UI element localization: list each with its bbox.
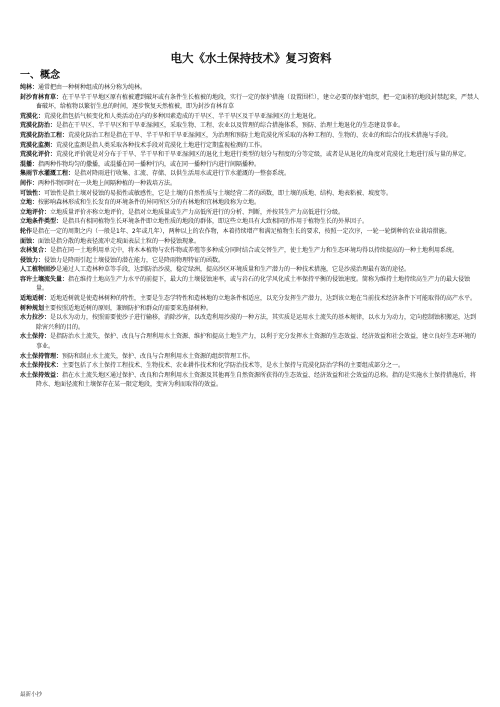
- definition-text: 按影响森林形成和生长发育的环境条件的异同所区分的有林地和宜林地段称为立地。: [38, 199, 261, 207]
- definition-entry: [20, 332, 482, 351]
- definition-text: 是通过人工造林种草等手段，达到防治沙漠，稳定绿洲，提高沙区环境质量和生产潜力的一种技术措施，它是沙漠治理最有效的途径。: [56, 266, 411, 274]
- definition-text: 可蚀性是指土壤对侵蚀的易损性或敏感性，它是土壤的自然性质与土壤经营二者的函数，即土壤的质地、结构、地表粘被、坡度等。: [44, 189, 393, 197]
- definition-text: 是指对降雨进行收集、汇流、存储、以供生活用水或进行节水灌溉的一整套系统。: [74, 170, 291, 178]
- definition-text: 预防和制止水土流失，保护、改良与合理利用水土资源的组织管理工作。: [62, 352, 255, 360]
- definition-text: 主要按照适地适树的原则，兼顾防护和群众的需要来选择树种。: [44, 304, 213, 312]
- definition-entry: [20, 160, 482, 170]
- definition-text: 通常把由一种树种组成的林分称为纯林。: [38, 84, 147, 91]
- definition-list: [20, 83, 482, 390]
- definition-term: 立地：: [20, 199, 39, 207]
- definition-term: 纯林：: [20, 84, 39, 91]
- definition-text: 是指在一定的周期之内（一般是1年、2年或几年），两种以上的农作物，本着持续增产和满足植物生长的要求，按照一定次序，一轮一轮倒种的农业栽培措施。: [32, 227, 451, 235]
- definition-term: 荒漠化监测：: [20, 141, 57, 149]
- definition-text: 是指在同一土地利用单元中，将木本植物与农作物或养殖等多种成分同时结合或交替生产，使土地生产力和生态环境均得以持续提高的一种土地利用系统。: [50, 247, 459, 255]
- definition-term: 适地适树：: [20, 295, 51, 303]
- definition-entry: [20, 246, 482, 256]
- definition-entry: [20, 83, 482, 93]
- definition-text: 荒漠化监测是指人类采取各种技术手段对荒漠化土地进行定期监视检测的工作。: [56, 141, 267, 149]
- page-footer: 最新小抄: [20, 692, 43, 698]
- definition-entry: [20, 227, 482, 237]
- definition-term: 荒漠化防治：: [20, 122, 57, 130]
- definition-term: 水土保持：: [20, 333, 51, 341]
- definition-term: 立地条件类型：: [20, 218, 63, 226]
- definition-text: 荒漠化评价就是对分布于干旱、半干旱和干旱亚湿润区的退化土地进行类型的划分与程度的分等定级，或者是从退化的角度对荒漠化土地进行质与量的界定。: [56, 151, 471, 159]
- definition-entry: [20, 189, 482, 199]
- definition-text: 两种作物同时在一块地上间隔种植的一种栽培方法。: [38, 179, 177, 187]
- definition-entry: [20, 198, 482, 208]
- definition-text: 面蚀是指分散的地表径流冲走坡面表层土粒的一种侵蚀现象。: [38, 237, 201, 245]
- definition-text: 适地适树就是使造林树种的特性，主要是生态学特性和造林地的立地条件相适应，以充分发挥生产潜力，达到该立地在当前技术经济条件下可能取得的高产水平。: [50, 295, 477, 303]
- definition-text: 立地质量评价亦称立地评价，是指对立地质量或生产力高低所进行的分析、判断，并按其生产力高低进行分级。: [50, 208, 345, 216]
- definition-term: 可蚀性：: [20, 189, 45, 197]
- definition-term: 水土保持技术：: [20, 362, 63, 370]
- definition-text: 主要包括了水土保持工程技术、生物技术、农业耕作技术和化学防治技术等，是水土保持与荒漠化防治学科的主要组成部分之一。: [62, 362, 405, 370]
- definition-entry: [20, 131, 482, 141]
- definition-entry: [20, 179, 482, 189]
- definition-term: 荒漠化评价：: [20, 151, 57, 159]
- definition-text: 是指具有相同植物生长环境条件即立地性质的地段的群体，即这些立地具有大致相同的作用于植物生长的外界因子。: [62, 218, 369, 226]
- definition-entry: [20, 121, 482, 131]
- definition-text: 荒漠化防治工程是指在干旱、半干旱和干旱亚湿润区，为治理和预防土地荒漠化所采取的各种工程的、生物的、农业的和综合的技术措施与手段。: [68, 131, 453, 139]
- definition-term: 间作：: [20, 179, 39, 187]
- definition-term: 侵蚀力：: [20, 256, 45, 264]
- definition-term: 封沙育林育草：: [20, 93, 63, 101]
- definition-entry: [20, 352, 482, 362]
- definition-term: 农林复合：: [20, 247, 51, 255]
- definition-term: 人工植物固沙: [20, 266, 57, 274]
- definition-entry: [20, 256, 482, 266]
- definition-entry: [20, 150, 482, 160]
- definition-entry: [20, 169, 482, 179]
- definition-text: 指在水土流失地区通过保护、改良和合理利用水土资源及其他再生自然资源所获得的生态效益、经济效益和社会效益的总称。指的是实施水土保持措施后，将降水、地面径流和土壤保存在某一限定地段，变害为利而取得的效益。: [36, 371, 477, 389]
- definition-entry: [20, 217, 482, 227]
- definition-term: 容许土壤流失量：: [20, 275, 69, 283]
- definition-term: 水土保持管理：: [20, 352, 63, 360]
- definition-text: 荒漠化指包括气候变化和人类活动在内的多种因素造成的干旱区、半干旱区及干旱亚湿润区的土地退化。: [44, 112, 321, 120]
- definition-text: 是指防治水土流失，保护、改良与合理利用水土资源、维护和提高土地生产力，以利于充分发挥水土资源的生态效益、经济效益和社会效益，建立良好生态环境的事业。: [36, 333, 477, 351]
- definition-entry: [20, 313, 482, 332]
- definition-entry: [20, 141, 482, 151]
- definition-text: 指两种作物均匀的撒播，或混播在同一播种行内，或在同一播种行内进行间隔播种。: [38, 160, 261, 168]
- definition-entry: [20, 208, 482, 218]
- definition-term: 树种规划: [20, 304, 45, 312]
- definition-entry: [20, 371, 482, 390]
- definition-term: 集雨节水灌溉工程：: [20, 170, 75, 178]
- definition-term: 混播：: [20, 160, 39, 168]
- definition-text: 指在维持土地高生产力水平的前提下，最大的土壤侵蚀速率，或与岩石的化学风化成土率保持平衡的侵蚀速度。简称为维持土地持续高生产力的最大侵蚀量。: [36, 275, 471, 293]
- definition-text: 在干旱半干旱地区原有植被遭到破坏或有条件生长植被的地段，实行一定的保护措施（设置围栏），建立必要的保护组织，把一定面积的地段封禁起来，严禁人畜破坏，给植物以繁衍生息的时间，逐步恢复天然植被，即为封沙育林育草: [36, 93, 480, 111]
- definition-term: 立地评价：: [20, 208, 51, 216]
- document-title: 电大《水土保持技术》复习资料: [170, 51, 332, 65]
- section-heading: 一、概念: [20, 70, 60, 81]
- definition-entry: [20, 275, 482, 294]
- definition-text: 侵蚀力是降雨引起土壤侵蚀的潜在能力，它是降雨物理特征的函数。: [44, 256, 225, 264]
- definition-entry: [20, 361, 482, 371]
- definition-text: 是指在干旱区、半干旱区和干旱亚湿润区，采取生物、工程、农业以及管理的综合措施体系，预防、治理土地退化的生态建设事业。: [56, 122, 405, 130]
- definition-term: 轮作: [20, 227, 33, 235]
- definition-term: 水力拉沙：: [20, 314, 51, 322]
- definition-entry: [20, 265, 482, 275]
- definition-term: 水土保持效益：: [20, 371, 63, 379]
- definition-term: 面蚀：: [20, 237, 39, 245]
- definition-entry: [20, 93, 482, 112]
- definition-term: 荒漠化防治工程：: [20, 131, 69, 139]
- definition-term: 荒漠化：: [20, 112, 45, 120]
- definition-text: 是以水为动力，按照需要使沙子进行输移，消除沙害，以改造利用沙漠的一种方法，其实质是运用水土流失的基本规律，以水力为动力，定向控制蚀积搬运，达到除害兴利的目的。: [36, 314, 477, 331]
- definition-entry: [20, 237, 482, 247]
- definition-entry: [20, 294, 482, 304]
- definition-entry: [20, 112, 482, 122]
- definition-entry: [20, 304, 482, 314]
